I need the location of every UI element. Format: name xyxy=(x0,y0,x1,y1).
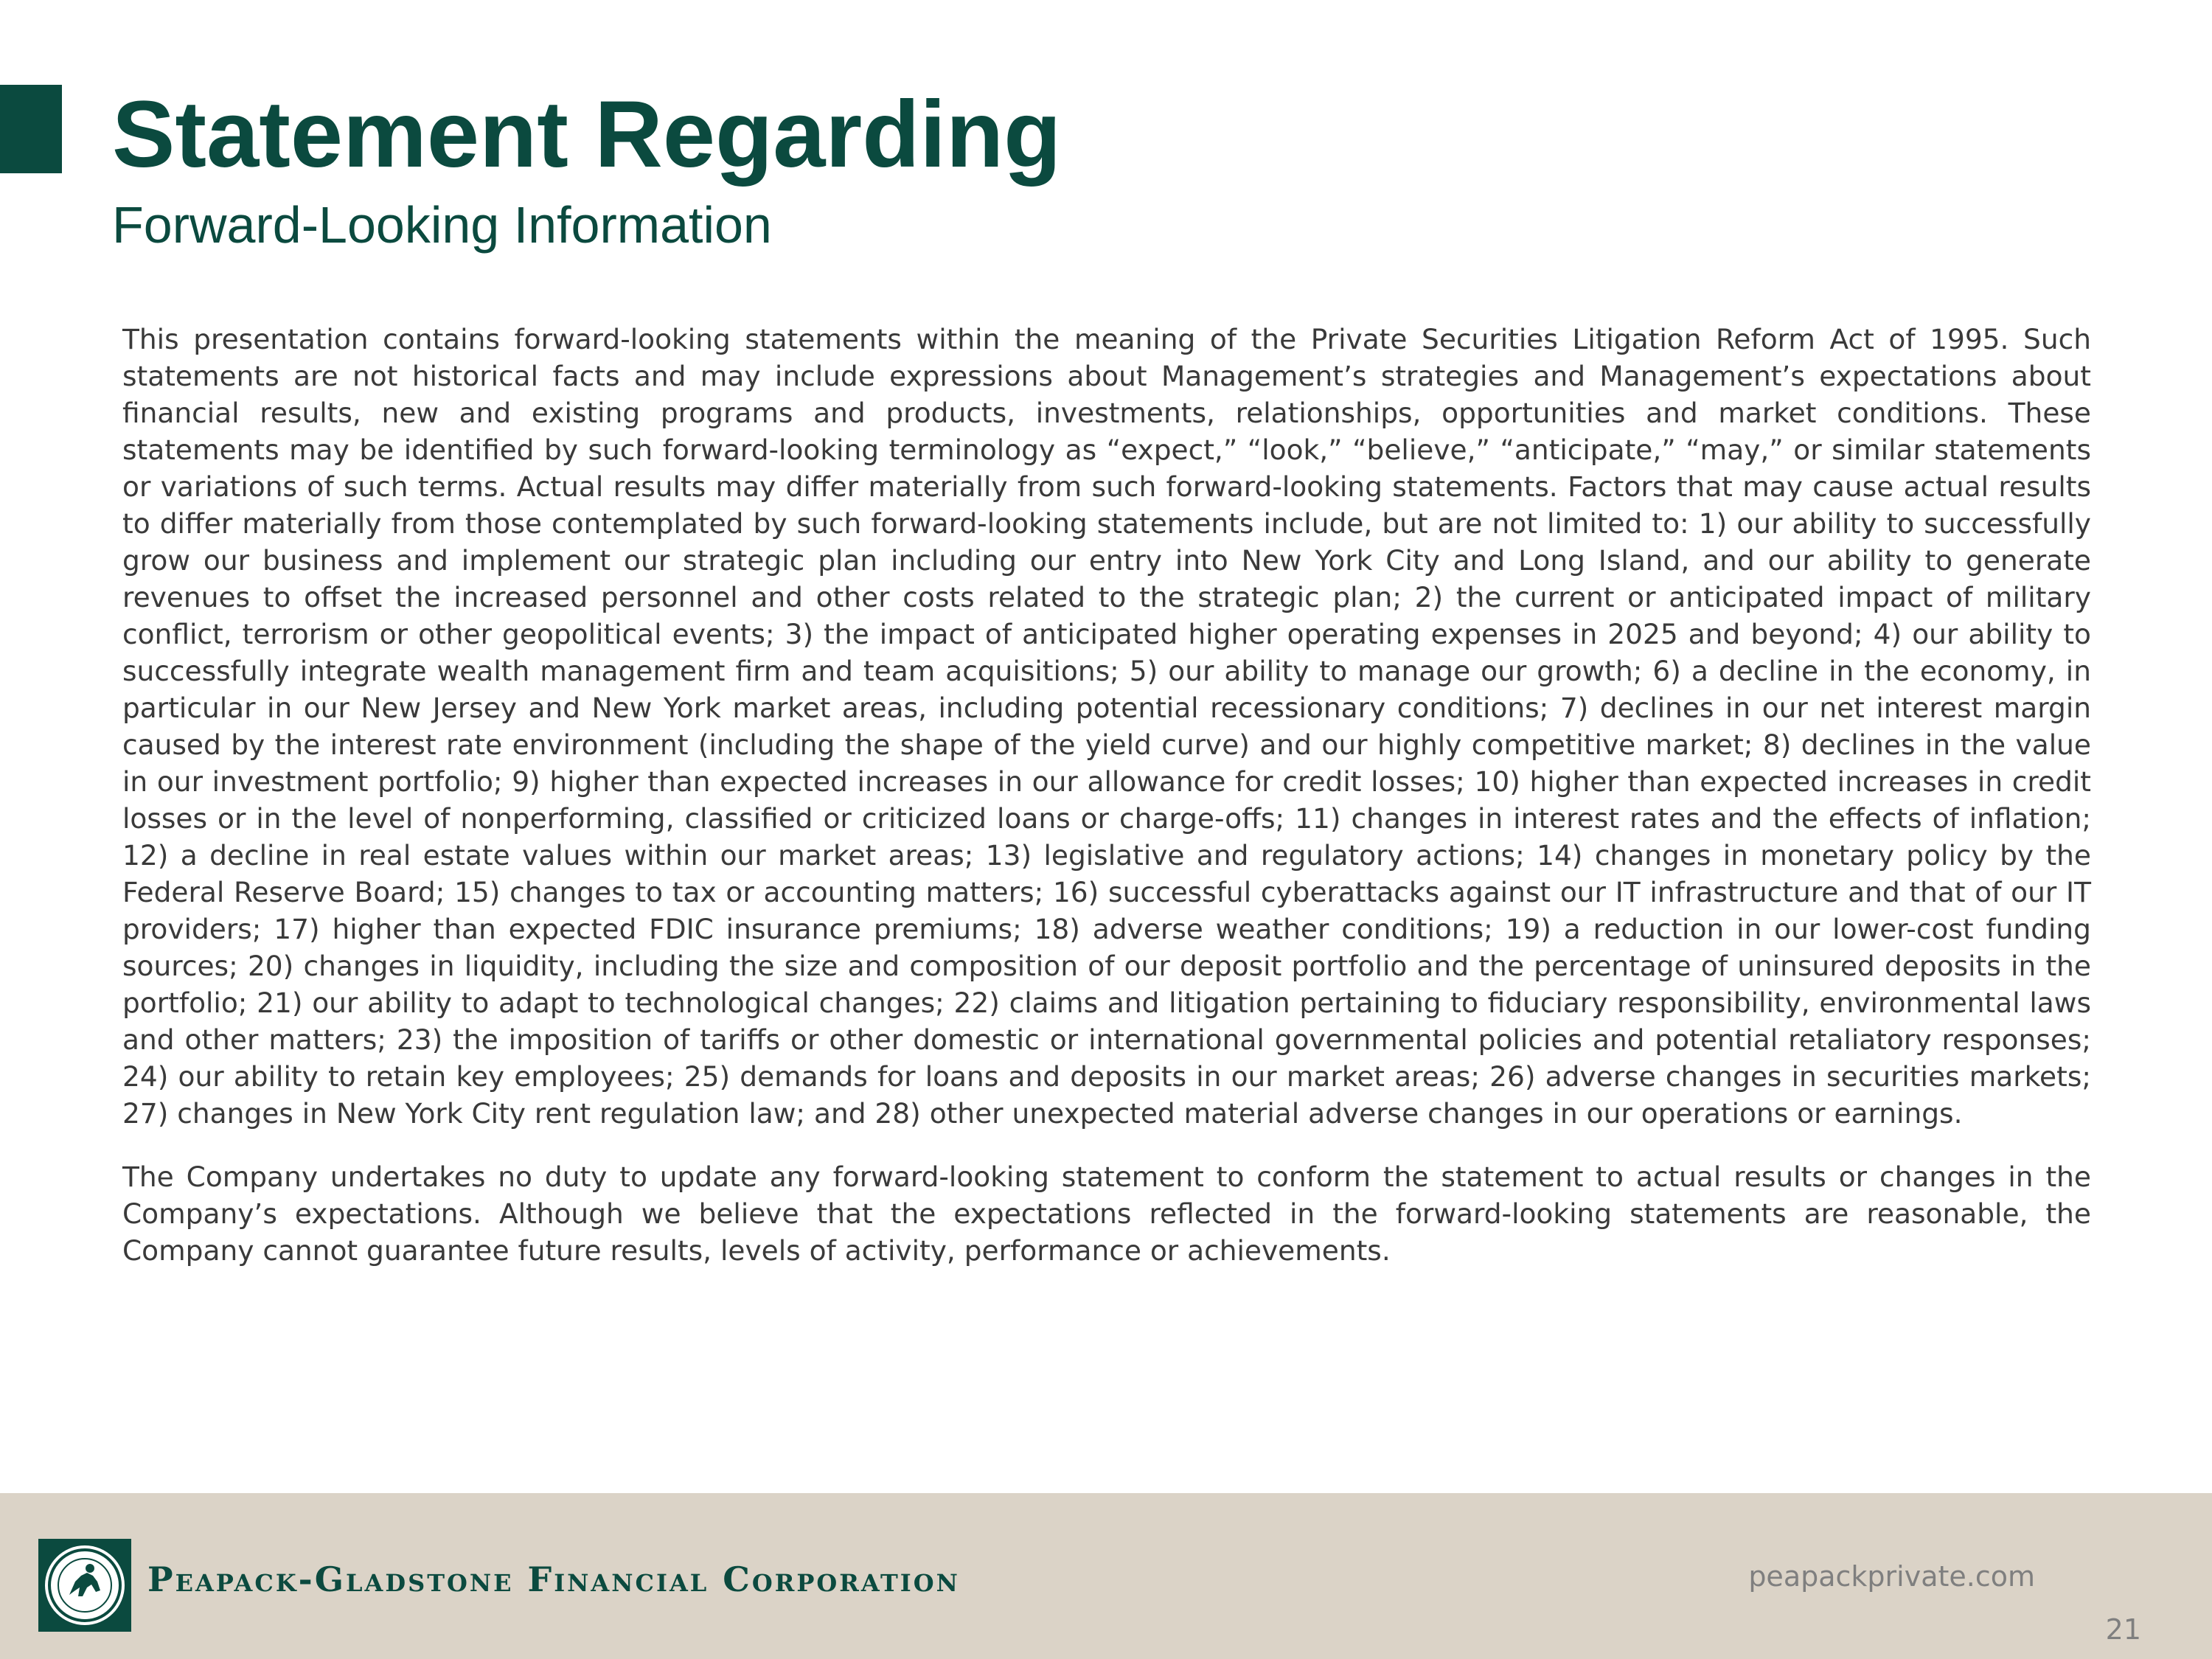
page-number: 21 xyxy=(2105,1613,2141,1646)
page-subtitle: Forward-Looking Information xyxy=(112,196,772,254)
disclaimer-paragraph-2: The Company undertakes no duty to update any forward-looking statement to conform the statement to actual results or changes in the Company’s expectations. Although we believe that the expectations reflected in the forward-looking statements are reasonable, the Company cannot guarantee future results, levels of activity, performance or achievements. xyxy=(122,1161,2091,1267)
title-accent-bar xyxy=(0,85,62,173)
company-name: Peapack-Gladstone Financial Corporation xyxy=(147,1559,960,1599)
page-title: Statement Regarding xyxy=(112,82,1062,187)
disclaimer-paragraph-1: This presentation contains forward-looking statements within the meaning of the Private Securities Litigation Reform Act of 1995. Such statements are not historical facts and may include expressions about Management’s strategies and Management’s expectations about financial results, new and existing programs and products, investments, relationships, opportunities and market conditions. These statements may be identified by such forward-looking terminology as “expect,” “look,” “believe,” “anticipate,” “may,” or similar statements or variations of such terms. Actual results may differ materially from such forward-looking statements. Factors that may cause actual results to differ materially from those contemplated by such forward-looking statements include, but are not limited to: 1) our ability to successfully grow our business and implement our strategic plan including our entry into New York City and Long Island, and our ability to generate revenues to offset the increased personnel and other costs related to the strategic plan; 2) the current or anticipated impact of military conflict, terrorism or other geopolitical events; 3) the impact of anticipated higher operating expenses in 2025 and beyond; 4) our ability to successfully integrate wealth management firm and team acquisitions; 5) our ability to manage our growth; 6) a decline in the economy, in particular in our New Jersey and New York market areas, including potential recessionary conditions; 7) declines in our net interest margin caused by the interest rate environment (including the shape of the yield curve) and our highly competitive market; 8) declines in the value in our investment portfolio; 9) higher than expected increases in our allowance for credit losses; 10) higher than expected increases in credit losses or in the level of nonperforming, classified or criticized loans or charge-offs; 11) changes in interest rates and the effects of inflation; 12) a decline in real estate values within our market areas; 13) legislative and regulatory actions; 14) changes in monetary policy by the Federal Reserve Board; 15) changes to tax or accounting matters; 16) successful cyberattacks against our IT infrastructure and that of our IT providers; 17) higher than expected FDIC insurance premiums; 18) adverse weather conditions; 19) a reduction in our lower-cost funding sources; 20) changes in liquidity, including the size and composition of our deposit portfolio and the percentage of uninsured deposits in the portfolio; 21) our ability to adapt to technological changes; 22) claims and litigation pertaining to fiduciary responsibility, environmental laws and other matters; 23) the imposition of tariffs or other domestic or international governmental policies and potential retaliatory responses; 24) our ability to retain key employees; 25) demands for loans and deposits in our market areas; 26) adverse changes in securities markets; 27) changes in New York City rent regulation law; and 28) other unexpected material adverse changes in our operations or earnings. xyxy=(122,323,2091,1130)
seal-logo-icon xyxy=(38,1539,131,1632)
website-url: peapackprivate.com xyxy=(1748,1560,2035,1593)
disclaimer-body xyxy=(122,321,2091,1269)
footer-bar xyxy=(0,1493,2212,1659)
